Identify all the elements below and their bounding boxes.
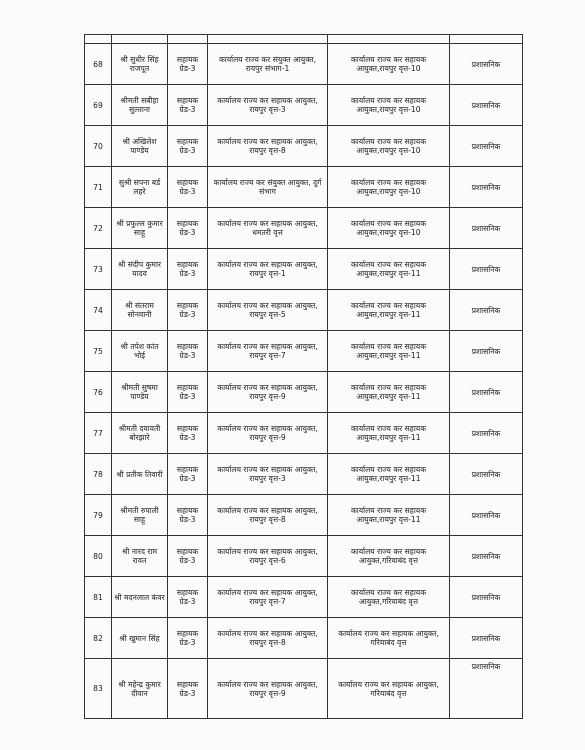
current-office-cell: कार्यालय राज्य कर सहायक आयुक्त, रायपुर वृत्त-7 [208,577,328,618]
transferred-office-cell: कार्यालय राज्य कर सहायक आयुक्त,रायपुर वृत्त-10 [328,85,450,126]
current-office-cell: कार्यालय राज्य कर संयुक्त आयुक्त, दुर्ग संभाग [208,167,328,208]
serial-number-cell: 78 [85,454,112,495]
employee-name-cell: श्री नारद राम रावत [112,536,168,577]
transferred-office-cell: कार्यालय राज्य कर सहायक आयुक्त,रायपुर वृत्त-10 [328,208,450,249]
transfer-reason-cell: प्रशासनिक [450,126,523,167]
transfer-reason-cell: प्रशासनिक [450,454,523,495]
current-office-cell: कार्यालय राज्य कर सहायक आयुक्त, रायपुर वृत्त-7 [208,331,328,372]
current-office-cell: कार्यालय राज्य कर सहायक आयुक्त, रायपुर वृत्त-8 [208,618,328,659]
transfer-reason-cell: प्रशासनिक [450,85,523,126]
transfer-reason-cell: प्रशासनिक [450,44,523,85]
table-row [85,454,523,495]
post-cell: सहायक ग्रेड-3 [168,495,208,536]
employee-name-cell: श्रीमती रुपाली साहू [112,495,168,536]
transfer-reason-cell: प्रशासनिक [450,495,523,536]
current-office-cell: कार्यालय राज्य कर सहायक आयुक्त, रायपुर वृत्त-3 [208,85,328,126]
table-row [85,536,523,577]
post-cell: सहायक ग्रेड-3 [168,126,208,167]
current-office-cell: कार्यालय राज्य कर संयुक्त आयुक्त, रायपुर संभाग-1 [208,44,328,85]
serial-number-cell: 68 [85,44,112,85]
serial-number-cell: 73 [85,249,112,290]
current-office-cell: कार्यालय राज्य कर सहायक आयुक्त, रायपुर वृत्त-9 [208,372,328,413]
table-row [85,577,523,618]
employee-name-cell: श्री संतराम सोनवानी [112,290,168,331]
table-row [85,659,523,719]
transferred-office-cell: कार्यालय राज्य कर सहायक आयुक्त,रायपुर वृत्त-11 [328,495,450,536]
post-cell: सहायक ग्रेड-3 [168,290,208,331]
employee-name-cell: श्री महेन्द्र कुमार दीवान [112,659,168,719]
transferred-office-cell: कार्यालय राज्य कर सहायक आयुक्त,रायपुर वृत्त-10 [328,44,450,85]
serial-number-cell: 76 [85,372,112,413]
transfer-reason-cell: प्रशासनिक [450,536,523,577]
post-cell: सहायक ग्रेड-3 [168,44,208,85]
transferred-office-cell: कार्यालय राज्य कर सहायक आयुक्त,रायपुर वृत्त-11 [328,372,450,413]
post-cell: सहायक ग्रेड-3 [168,618,208,659]
post-cell: सहायक ग्रेड-3 [168,577,208,618]
transferred-office-cell: कार्यालय राज्य कर सहायक आयुक्त,रायपुर वृत्त-10 [328,167,450,208]
transfer-reason-cell: प्रशासनिक [450,208,523,249]
serial-number-cell: 77 [85,413,112,454]
serial-number-cell: 81 [85,577,112,618]
table-row [85,126,523,167]
post-cell: सहायक ग्रेड-3 [168,454,208,495]
table-row [85,167,523,208]
table-row [85,618,523,659]
serial-number-cell: 80 [85,536,112,577]
employee-name-cell: श्रीमती दयावती बोरझारे [112,413,168,454]
table-row [85,413,523,454]
serial-number-cell: 74 [85,290,112,331]
table-row [85,331,523,372]
serial-number-cell: 83 [85,659,112,719]
table-row [85,208,523,249]
transfer-reason-cell: प्रशासनिक [450,290,523,331]
table-row [85,495,523,536]
transfer-reason-cell: प्रशासनिक [450,618,523,659]
employee-name-cell: श्री खुमान सिंह [112,618,168,659]
current-office-cell: कार्यालय राज्य कर सहायक आयुक्त, रायपुर वृत्त-1 [208,249,328,290]
serial-number-cell: 71 [85,167,112,208]
transfer-table-body [85,35,523,719]
table-row [85,249,523,290]
transfer-reason-cell: प्रशासनिक [450,659,523,719]
employee-name-cell: श्रीमती सबीहा सुल्ताना [112,85,168,126]
current-office-cell: कार्यालय राज्य कर सहायक आयुक्त, धमतरी वृत्त [208,208,328,249]
transferred-office-cell: कार्यालय राज्य कर सहायक आयुक्त,रायपुर वृत्त-11 [328,249,450,290]
post-cell: सहायक ग्रेड-3 [168,413,208,454]
current-office-cell: कार्यालय राज्य कर सहायक आयुक्त, रायपुर वृत्त-9 [208,659,328,719]
employee-name-cell: श्रीमती सुषमा पाण्डेय [112,372,168,413]
post-cell: सहायक ग्रेड-3 [168,85,208,126]
serial-number-cell: 70 [85,126,112,167]
transferred-office-cell: कार्यालय राज्य कर सहायक आयुक्त,रायपुर वृत्त-11 [328,454,450,495]
serial-number-cell: 82 [85,618,112,659]
table-row [85,290,523,331]
serial-number-cell: 75 [85,331,112,372]
transferred-office-cell: कार्यालय राज्य कर सहायक आयुक्त,रायपुर वृत्त-11 [328,413,450,454]
current-office-cell: कार्यालय राज्य कर सहायक आयुक्त, रायपुर वृत्त-8 [208,495,328,536]
serial-number-cell: 79 [85,495,112,536]
current-office-cell: कार्यालय राज्य कर सहायक आयुक्त, रायपुर वृत्त-5 [208,290,328,331]
employee-name-cell: श्री तपेश कांत भोई [112,331,168,372]
current-office-cell: कार्यालय राज्य कर सहायक आयुक्त, रायपुर वृत्त-6 [208,536,328,577]
transfer-reason-cell: प्रशासनिक [450,577,523,618]
employee-name-cell: श्री अखिलेश पाण्डेय [112,126,168,167]
employee-name-cell: सुश्री सपना बर्ड लहरे [112,167,168,208]
employee-name-cell: श्री प्रतीक तिवारी [112,454,168,495]
transfer-table [84,34,523,719]
employee-name-cell: श्री मदनलाल कंवर [112,577,168,618]
table-row [85,372,523,413]
post-cell: सहायक ग्रेड-3 [168,536,208,577]
table-row-top-stub [85,35,523,44]
table-row [85,44,523,85]
post-cell: सहायक ग्रेड-3 [168,331,208,372]
current-office-cell: कार्यालय राज्य कर सहायक आयुक्त, रायपुर वृत्त-9 [208,413,328,454]
employee-name-cell: श्री संदीप कुमार यादव [112,249,168,290]
table-row [85,85,523,126]
transfer-reason-cell: प्रशासनिक [450,331,523,372]
post-cell: सहायक ग्रेड-3 [168,249,208,290]
current-office-cell: कार्यालय राज्य कर सहायक आयुक्त, रायपुर वृत्त-3 [208,454,328,495]
post-cell: सहायक ग्रेड-3 [168,659,208,719]
transferred-office-cell: कार्यालय राज्य कर सहायक आयुक्त,गरियाबंद वृत्त [328,536,450,577]
transferred-office-cell: कार्यालय राज्य कर सहायक आयुक्त,रायपुर वृत्त-11 [328,331,450,372]
transfer-reason-cell: प्रशासनिक [450,372,523,413]
post-cell: सहायक ग्रेड-3 [168,208,208,249]
transferred-office-cell: कार्यालय राज्य कर सहायक आयुक्त, गरियाबंद वृत्त [328,618,450,659]
transfer-reason-cell: प्रशासनिक [450,249,523,290]
transfer-reason-cell: प्रशासनिक [450,413,523,454]
post-cell: सहायक ग्रेड-3 [168,167,208,208]
employee-name-cell: श्री प्रफुल्ल कुमार साहू [112,208,168,249]
serial-number-cell: 69 [85,85,112,126]
transferred-office-cell: कार्यालय राज्य कर सहायक आयुक्त, गरियाबंद वृत्त [328,659,450,719]
post-cell: सहायक ग्रेड-3 [168,372,208,413]
transferred-office-cell: कार्यालय राज्य कर सहायक आयुक्त,गरियाबंद वृत्त [328,577,450,618]
transferred-office-cell: कार्यालय राज्य कर सहायक आयुक्त,रायपुर वृत्त-10 [328,126,450,167]
serial-number-cell: 72 [85,208,112,249]
current-office-cell: कार्यालय राज्य कर सहायक आयुक्त, रायपुर वृत्त-8 [208,126,328,167]
employee-name-cell: श्री सुधीर सिंह राजपूत [112,44,168,85]
transfer-reason-cell: प्रशासनिक [450,167,523,208]
transferred-office-cell: कार्यालय राज्य कर सहायक आयुक्त,रायपुर वृत्त-11 [328,290,450,331]
